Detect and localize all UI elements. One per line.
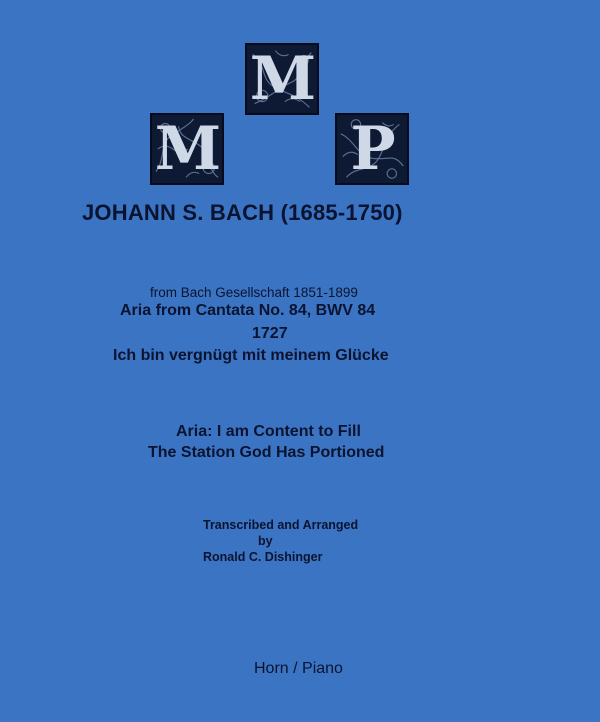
credits-by: by — [258, 534, 273, 548]
arranger-name: Ronald C. Dishinger — [203, 550, 323, 564]
german-title: Ich bin vergnügt mit meinem Glücke — [113, 347, 389, 364]
composer-heading: JOHANN S. BACH (1685-1750) — [82, 200, 403, 225]
logo-letter-m-left: M — [154, 114, 220, 184]
source-edition: from Bach Gesellschaft 1851-1899 — [150, 285, 358, 300]
composition-year: 1727 — [252, 325, 288, 342]
logo-letter-m-center: M — [249, 44, 315, 114]
work-title-line: Aria from Cantata No. 84, BWV 84 — [120, 302, 376, 319]
logo-letter-p-right: P — [350, 114, 394, 184]
credits-transcribed: Transcribed and Arranged — [203, 518, 359, 532]
logo-tile-center — [245, 43, 319, 115]
logo-tile-right — [335, 113, 409, 185]
instrumentation: Horn / Piano — [254, 660, 343, 677]
english-title-line-2: The Station God Has Portioned — [148, 444, 385, 461]
english-title-line-1: Aria: I am Content to Fill — [176, 423, 361, 440]
logo-tile-left — [150, 113, 224, 185]
